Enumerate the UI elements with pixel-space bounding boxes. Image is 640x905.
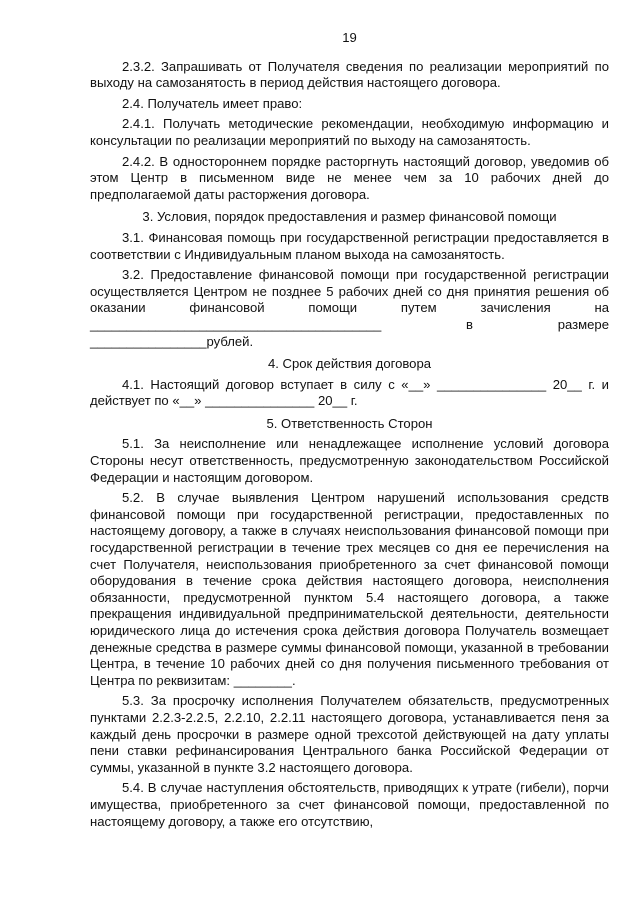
paragraph-5-1: 5.1. За неисполнение или ненадлежащее исполнение условий договора Стороны несут ответственность, предусмотренную законодательством Российской Федерации и настоящим договором. xyxy=(90,436,609,485)
paragraph-3-2: 3.2. Предоставление финансовой помощи при государственной регистрации осуществляется Центром не позднее 5 рабочих дней со дня принятия решения об оказании финансовой помощи путем зачисления на ________________________________________ в размере ________________рублей. xyxy=(90,267,609,349)
paragraph-2-4: 2.4. Получатель имеет право: xyxy=(122,95,303,111)
section-heading-4: 4. Срок действия договора xyxy=(267,356,432,372)
paragraph-5-2: 5.2. В случае выявления Центром нарушений использования средств финансовой помощи при государственной регистрации, предоставленных по настоящему договору, а также в случаях неиспользования финансовой помощи при государственной регистрации в течение трех месяцев со дня ее перечисления на счет Получателя, неиспользования приобретенного за счет финансовой помощи оборудования в течение срока действия настоящего договора, неисполнения обязанности, предусмотренной пунктом 5.4 настоящего договора, а также прекращения индивидуальной предпринимательской деятельности, деятельности юридического лица до истечения срока действия договора Получатель возмещает денежные средства в размере суммы финансовой помощи, указанной в требовании Центра, в течение 10 рабочих дней со дня получения письменного требования от Центра по реквизитам: ________. xyxy=(90,490,609,688)
paragraph-3-1: 3.1. Финансовая помощь при государственной регистрации предоставляется в соответствии с Индивидуальным планом выхода на самозанятость. xyxy=(90,229,609,262)
section-heading-3: 3. Условия, порядок предоставления и размер финансовой помощи xyxy=(142,209,557,225)
paragraph-4-1: 4.1. Настоящий договор вступает в силу с «__» _______________ 20__ г. и действует по «__» _______________ 20__ г. xyxy=(90,376,609,409)
paragraph-2-3-2: 2.3.2. Запрашивать от Получателя сведения по реализации мероприятий по выходу на самозанятость в период действия настоящего договора. xyxy=(90,58,609,91)
paragraph-5-4: 5.4. В случае наступления обстоятельств, приводящих к утрате (гибели), порчи имущества, приобретенного за счет финансовой помощи, предоставленной по настоящему договору, а также его отсутствию, xyxy=(90,780,609,829)
section-heading-5: 5. Ответственность Сторон xyxy=(266,415,433,431)
paragraph-5-3: 5.3. За просрочку исполнения Получателем обязательств, предусмотренных пунктами 2.2.3-2.2.5, 2.2.10, 2.2.11 настоящего договора, устанавливается пеня за каждый день просрочки в размере одной трехсотой действующей на дату уплаты пени ставки рефинансирования Центрального банка Российской Федерации от суммы, указанной в пункте 3.2 настоящего договора. xyxy=(90,693,609,775)
paragraph-2-4-1: 2.4.1. Получать методические рекомендации, необходимую информацию и консультации по реализации мероприятий по выходу на самозанятость. xyxy=(90,116,609,148)
paragraph-2-4-2: 2.4.2. В одностороннем порядке расторгнуть настоящий договор, уведомив об этом Центр в письменном виде не менее чем за 10 рабочих дней до предполагаемой даты расторжения договора. xyxy=(90,153,609,202)
page-number: 19 xyxy=(342,30,357,45)
